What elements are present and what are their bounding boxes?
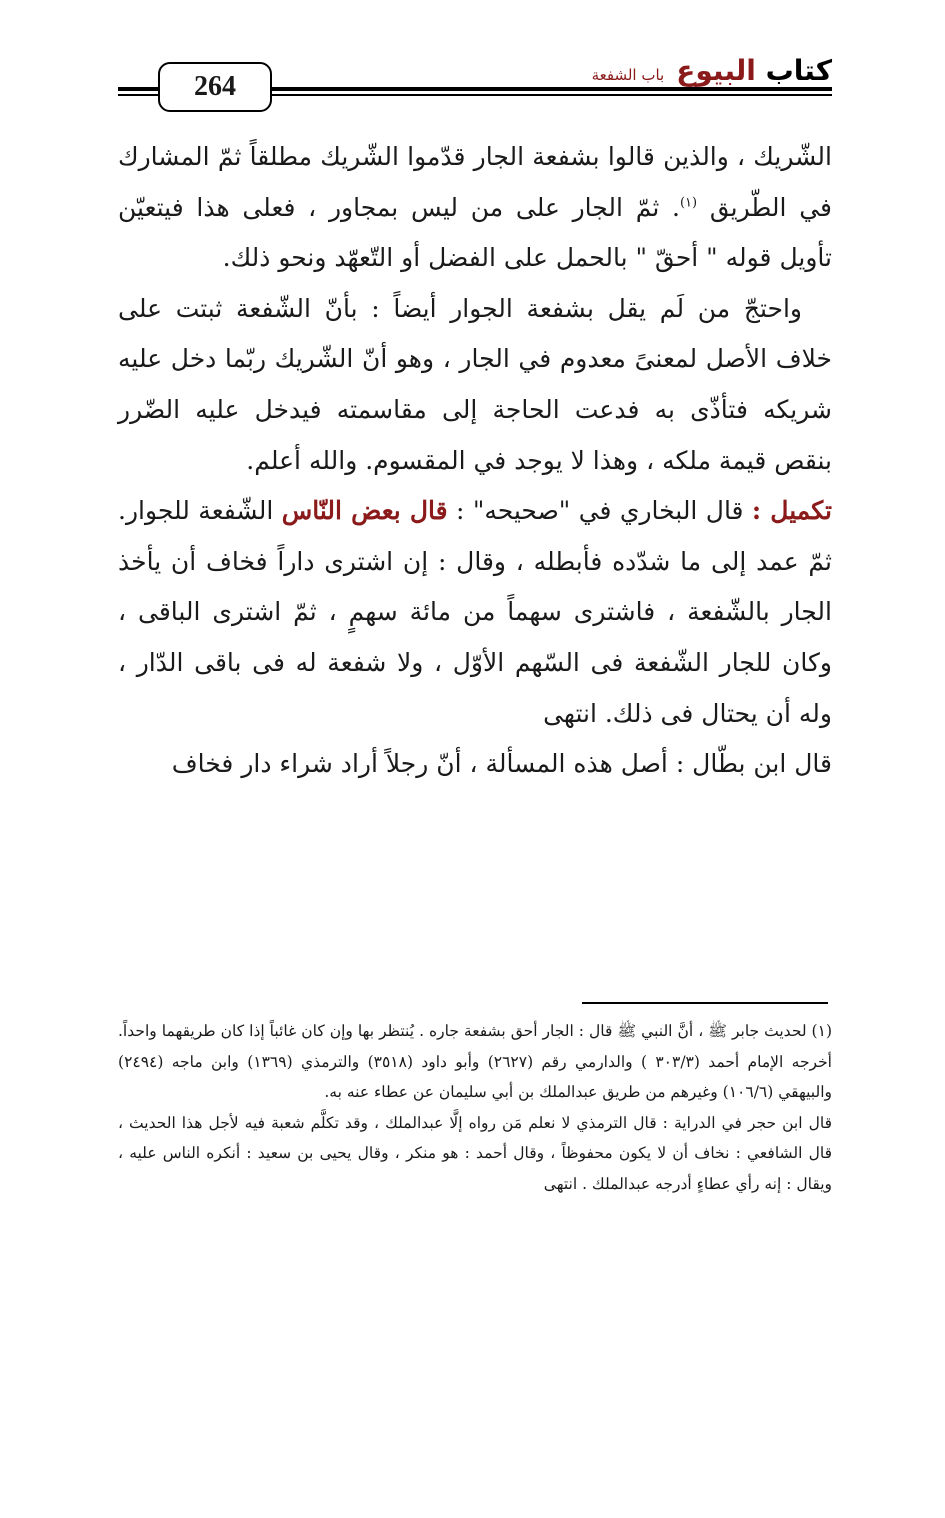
book-title xyxy=(676,54,832,87)
page-header xyxy=(118,56,832,116)
header-rule-left xyxy=(118,87,160,91)
footnote-1: (١) لحديث جابر ﷺ ، أنَّ النبي ﷺ قال : الجار أحق بشفعة جاره . يُنتظر بها وإن كان غائباً إذا كان طريقهما واحداً. أخرجه الإمام أحمد (٣٠٣/٣ ) والدارمي رقم (٢٦٢٧) وأبو داود (٣٥١٨) والترمذي (١٣٦٩) وابن ماجه (٢٤٩٤) والبيهقي (١٠٦/٦) وغيرهم من طريق عبدالملك بن أبي سليمان عن عطاء عنه به. xyxy=(118,1022,832,1101)
book-title-buyu: البيوع xyxy=(676,54,756,87)
main-text xyxy=(118,132,832,790)
paragraph-1 xyxy=(118,132,832,284)
paragraph-3-b: الشّفعة للجوار. ثمّ عمد إلى ما شدّده فأبطله ، وقال : إن اشترى داراً فخاف أن يأخذ الجار بالشّفعة ، فاشترى سهماً من مائة سهمٍ ، ثمّ اشترى الباقى ، وكان للجار الشّفعة فى السّهم الأوّل ، ولا شفعة له فى باقى الدّار ، وله أن يحتال فى ذلك. انتهى xyxy=(118,496,832,728)
paragraph-3-a: قال البخاري في "صحيحه" : xyxy=(447,496,752,526)
paragraph-4: قال ابن بطّال : أصل هذه المسألة ، أنّ رجلاً أراد شراء دار فخاف xyxy=(171,749,832,779)
book-title-kitab: كتاب xyxy=(765,54,832,87)
paragraph-3 xyxy=(118,486,832,739)
footnotes xyxy=(118,1016,832,1199)
takmil-label: تكميل : xyxy=(751,496,833,526)
page-number: 264 xyxy=(158,62,272,112)
paragraph-1-text: الشّريك ، والذين قالوا بشفعة الجار قدّموا الشّريك مطلقاً ثمّ المشارك في الطّريق xyxy=(118,142,832,222)
paragraph-2: واحتجّ من لَم يقل بشفعة الجوار أيضاً : بأنّ الشّفعة ثبتت على خلاف الأصل لمعنىً معدوم في الجار ، وهو أنّ الشّريك ربّما دخل عليه شريكه فتأذّى به فدعت الحاجة إلى مقاسمته فيدخل عليه الضّرر بنقص قيمة ملكه ، وهذا لا يوجد في المقسوم. والله أعلم. xyxy=(118,293,832,475)
chapter-title: باب الشفعة xyxy=(591,66,665,84)
qala-badh-annas: قال بعض النّاس xyxy=(281,496,448,526)
running-head xyxy=(592,54,832,87)
header-rule-top xyxy=(268,87,832,91)
paragraph-1-cont: . ثمّ الجار على من ليس بمجاور ، فعلى هذا فيتعيّن تأويل قوله " أحقّ " بالحمل على الفضل أو التّعهّد ونحو ذلك. xyxy=(118,192,832,273)
footnote-divider xyxy=(582,1002,828,1004)
footnote-ref-1: (١) xyxy=(679,195,698,211)
footnote-2: قال ابن حجر في الدراية : قال الترمذي لا نعلم مَن رواه إلَّا عبدالملك ، وقد تكلَّم شعبة فيه لأجل هذا الحديث ، قال الشافعي : نخاف أن لا يكون محفوظاً ، وقال أحمد : هو منكر ، وقال يحيى بن سعيد : أنكره الناس عليه ، ويقال : إنه رأي عطاءٍ أدرجه عبدالملك . انتهى xyxy=(118,1113,832,1193)
